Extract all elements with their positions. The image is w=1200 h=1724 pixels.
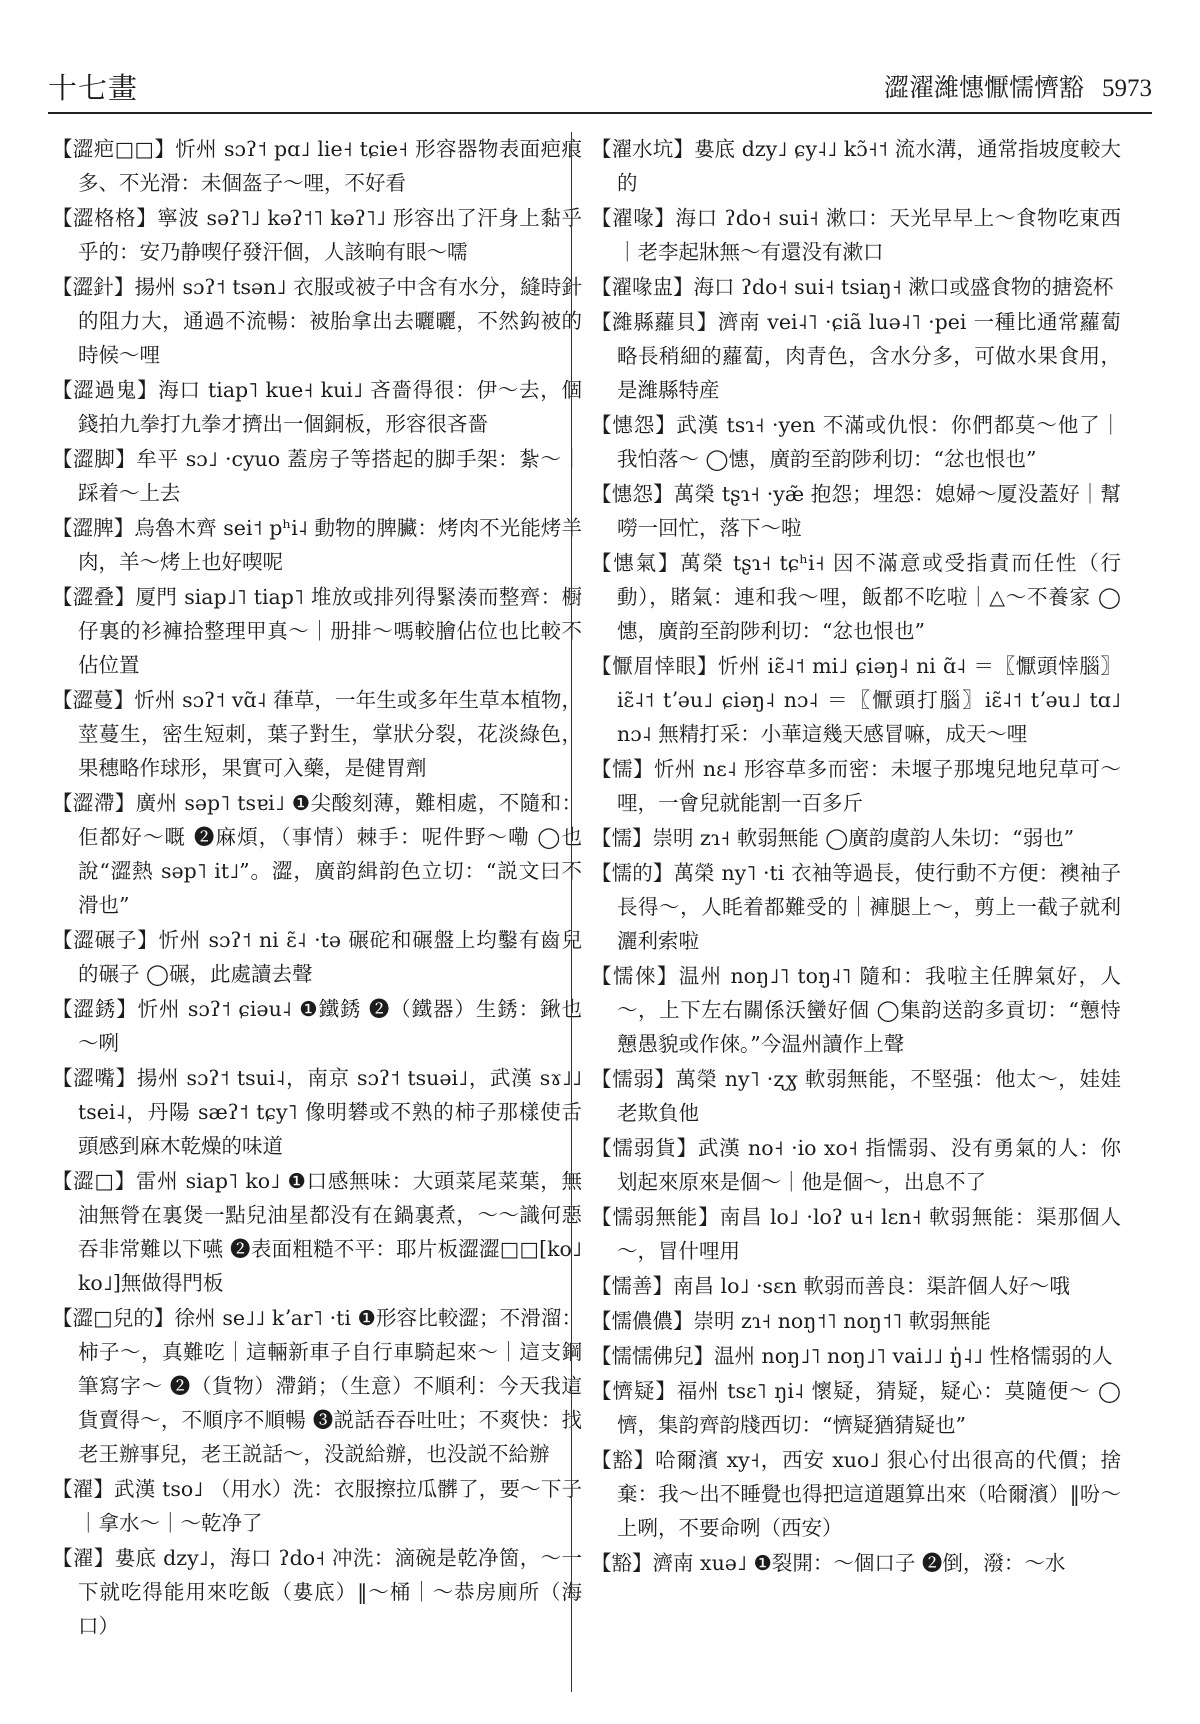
- dictionary-entry: 【澀疤□□】忻州 sɔʔ˦ pɑ˩ lie˧ tɕie˧ 形容器物表面疤痕多、不光滑：未個盔子～哩，不好看: [52, 137, 582, 195]
- dictionary-entry: 【澀針】揚州 sɔʔ˦ tsən˩ 衣服或被子中含有水分，縫時針的阻力大，通過不流暢：被胎拿出去曬曬，不然鈎被的時候～哩: [52, 275, 582, 367]
- dictionary-entry: 【懦弱】萬榮 ny˥ ·ʐɣ 軟弱無能，不堅强：他太～，娃娃老欺負他: [591, 1067, 1121, 1125]
- dictionary-entry: 【懨眉悻眼】忻州 iɛ̃˨˦ mi˩ ɕiəŋ˨ ni ɑ̃˨ ＝〖懨頭悻腦〗iɛ̃˨˦ tʼəu˩ ɕiəŋ˨ nɔ˨ ＝〖懨頭打腦〗iɛ̃˨˦ tʼəu˩ tɑ˩ nɔ˨ 無精打采：小華這幾天感冒嘛，成天～哩: [591, 654, 1121, 746]
- dictionary-entry: 【懦儂儂】崇明 zɿ˧ noŋ˦˥ noŋ˦˥ 軟弱無能: [591, 1309, 991, 1333]
- dictionary-entry: 【澀□】雷州 siap˥ ko˩ ❶口感無味：大頭菜尾菜葉，無油無膋在裏煲一點兒油星都没有在鍋裏煮，～～識何惡吞非常難以下嚥 ❷表面粗糙不平：耶片板澀澀□□[ko˩ ko˩]無做得門板: [52, 1169, 582, 1295]
- dictionary-entry: 【濯水坑】婁底 dzy˩ ɕy˨˩ kɔ̃˧˦ 流水溝，通常指坡度較大的: [591, 137, 1121, 195]
- dictionary-entry: 【憓怨】萬榮 tʂɿ˧ ·yæ̃ 抱怨；埋怨：媳婦～厦没蓋好｜幫嘮一回忙，落下～啦: [591, 482, 1121, 540]
- dictionary-entry: 【濯】婁底 dzy˩，海口 ʔdo˧ 冲洗：滴碗是乾净箇，～一下就吃得能用來吃飯（婁底）‖～桶｜～恭房廁所（海口）: [52, 1546, 582, 1638]
- dictionary-entry: 【豁】濟南 xuə˩ ❶裂開：～個口子 ❷倒，潑：～水: [591, 1551, 1066, 1575]
- dictionary-entry: 【澀銹】忻州 sɔʔ˦ ɕiəu˨ ❶鐵銹 ❷（鐵器）生銹：鍬也～咧: [52, 997, 582, 1055]
- dictionary-entry: 【澀嘴】揚州 sɔʔ˦ tsui˨，南京 sɔʔ˦ tsuəi˩，武漢 sɤ˩˩ tsei˨，丹陽 sæʔ˦ tɕy˥ 像明礬或不熟的柿子那樣使舌頭感到麻木乾燥的味道: [52, 1066, 582, 1158]
- dictionary-entry: 【澀碾子】忻州 sɔʔ˦ ni ɛ̃˨ ·tə 碾砣和碾盤上均鑿有齒兒的碾子 ◯碾，此處讀去聲: [52, 928, 582, 986]
- dictionary-entry: 【憓氣】萬榮 tʂɿ˧ tɕʰi˧ 因不滿意或受指責而任性（行動），賭氣：連和我～哩，飯都不吃啦｜△～不養家 ◯憓，廣韵至韵陟利切：“忿也恨也”: [591, 551, 1121, 643]
- dictionary-entry: 【懦善】南昌 lo˩ ·sɛn 軟弱而善良：渠許個人好～哦: [591, 1274, 1070, 1298]
- dictionary-entry: 【憓怨】武漢 tsɿ˧ ·yen 不滿或仇恨：你們都莫～他了｜我怕落～ ◯憓，廣韵至韵陟利切：“忿也恨也”: [591, 413, 1121, 471]
- dictionary-entry: 【澀脾】烏魯木齊 sei˦ pʰi˨ 動物的脾臟：烤肉不光能烤羊肉，羊～烤上也好喫呢: [52, 516, 582, 574]
- header-rule: [48, 112, 1152, 114]
- dictionary-entry: 【濯】武漢 tso˩ （用水）洗：衣服擦拉瓜髒了，要～下子｜拿水～｜～乾净了: [52, 1477, 582, 1535]
- dictionary-entry: 【濯喙】海口 ʔdo˧ sui˧ 漱口：天光早早上～食物吃東西｜老李起牀無～有還没有漱口: [591, 206, 1121, 264]
- dictionary-entry: 【澀格格】寧波 səʔ˥˩ kəʔ˦˥ kəʔ˥˩ 形容出了汗身上黏乎乎的：安乃静喫仔發汗個，人該晌有眼～嚅: [52, 206, 582, 264]
- dictionary-entry: 【濰縣蘿貝】濟南 vei˨˥ ·ɕiã luə˨˥ ·pei 一種比通常蘿蔔略長稍細的蘿蔔，肉青色，含水分多，可做水果食用，是濰縣特産: [591, 310, 1121, 402]
- dictionary-entry: 【澀□兒的】徐州 se˩˩ kʼar˥ ·ti ❶形容比較澀；不滑溜：柿子～，真難吃｜這輛新車子自行車騎起來～｜這支鋼筆寫字～ ❷（貨物）滯銷；（生意）不順利：今天我這貨賣得～，不順序不順暢 ❸説話吞吞吐吐；不爽快：找老王辦事兒，老王説話～，没説給辦，也没説不給辦: [52, 1306, 582, 1466]
- dictionary-entry: 【澀滯】廣州 səp˥ tsɐi˩ ❶尖酸刻薄，難相處，不隨和：佢都好～嘅 ❷麻煩，（事情）棘手：呢件野～嘞 ◯也說“澀熱 səp˥ it˩”。澀，廣韵緝韵色立切：“説文曰不滑也”: [52, 791, 582, 917]
- section-title: 十七畫: [48, 71, 139, 105]
- dictionary-entry: 【豁】哈爾濱 xy˧，西安 xuo˩ 狠心付出很高的代價；捨棄：我～出不睡覺也得把這道題算出來（哈爾濱）‖吩～上咧，不要命咧（西安）: [591, 1448, 1121, 1540]
- dictionary-entry: 【懠疑】福州 tsɛ˥ ŋi˨ 懷疑，猜疑，疑心：莫隨便～ ◯懠，集韵齊韵牋西切：“懠疑猶猜疑也”: [591, 1379, 1121, 1437]
- page-header: [48, 62, 1152, 106]
- page-number: 5973: [1102, 75, 1152, 102]
- dictionary-entry: 【懦懦佛兒】温州 noŋ˩˥ noŋ˩˥ vai˩˩ ŋ̍˨˩ 性格懦弱的人: [591, 1344, 1113, 1368]
- dictionary-entry: 【澀蔓】忻州 sɔʔ˦ vɑ̃˨ 葎草，一年生或多年生草本植物，莖蔓生，密生短刺，葉子對生，掌狀分裂，花淡綠色，果穗略作球形，果實可入藥，是健胃劑: [52, 688, 582, 780]
- header-characters: 澀濯濰憓懨懦懠豁: [883, 73, 1084, 102]
- dictionary-entry: 【懦弱貨】武漢 no˧ ·io xo˧ 指懦弱、没有勇氣的人：你划起來原來是個～｜他是個～，出息不了: [591, 1136, 1121, 1194]
- dictionary-entry: 【懦的】萬榮 ny˥ ·ti 衣袖等過長，使行動不方便：襖袖子長得～，人眊着都難受的｜褲腿上～，剪上一截子就利灑利索啦: [591, 861, 1121, 953]
- right-column: [591, 132, 1121, 1581]
- left-column: [52, 132, 582, 1644]
- header-right: [884, 68, 1152, 104]
- dictionary-entry: 【澀過鬼】海口 tiap˥ kue˧ kui˩ 吝嗇得很：伊～去，個錢拍九拳打九拳才擠出一個銅板，形容很吝嗇: [52, 378, 582, 436]
- dictionary-entry: 【懦】崇明 zɿ˧ 軟弱無能 ◯廣韵虞韵人朱切：“弱也”: [591, 826, 1075, 850]
- dictionary-entry: 【懦】忻州 nɛ˨ 形容草多而密：未堰子那塊兒地兒草可～哩，一會兒就能割一百多斤: [591, 757, 1121, 815]
- column-divider: [571, 132, 572, 1692]
- dictionary-entry: 【濯喙盅】海口 ʔdo˧ sui˧ tsiaŋ˧ 漱口或盛食物的搪瓷杯: [591, 275, 1114, 299]
- dictionary-entry: 【澀脚】牟平 sɔ˩ ·cyuo 蓋房子等搭起的脚手架：紮～｜踩着～上去: [52, 447, 582, 505]
- dictionary-entry: 【澀叠】厦門 siap˩˥ tiap˥ 堆放或排列得緊湊而整齊：橱仔裏的衫褲拾整理甲真～｜册排～嗎較膾佔位也比較不佔位置: [52, 585, 582, 677]
- dictionary-entry: 【懦弱無能】南昌 lo˩ ·loʔ u˧ lɛn˧ 軟弱無能：渠那個人～，冒什哩用: [591, 1205, 1121, 1263]
- dictionary-entry: 【懦倈】温州 noŋ˩˥ toŋ˨˥ 隨和：我啦主任脾氣好，人～，上下左右關係沃蠻好個 ◯集韵送韵多貢切：“戅恃戅愚貌或作倈。”今温州讀作上聲: [591, 964, 1121, 1056]
